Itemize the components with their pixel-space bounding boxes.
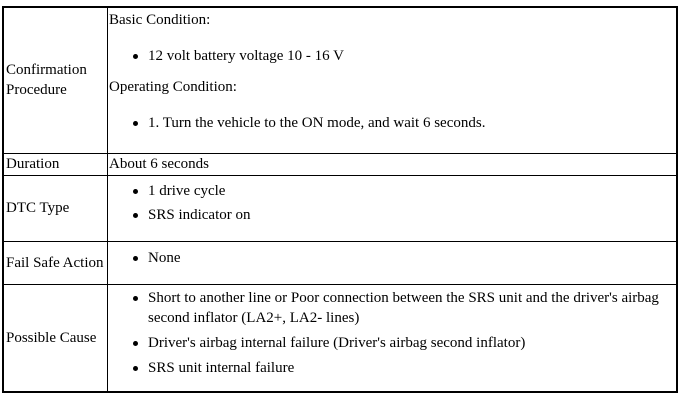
list-item: 1. Turn the vehicle to the ON mode, and wait 6 seconds.	[133, 113, 673, 133]
confirmation-procedure-content	[108, 7, 678, 153]
duration-label: Duration	[3, 153, 108, 175]
fail-safe-row	[3, 241, 677, 284]
dtc-type-label: DTC Type	[3, 175, 108, 241]
dtc-type-content	[108, 175, 678, 241]
basic-condition-title: Basic Condition:	[109, 12, 211, 28]
list-item: 1 drive cycle	[133, 181, 673, 201]
possible-cause-content	[108, 284, 678, 392]
possible-cause-row	[3, 284, 677, 392]
fail-safe-list	[109, 248, 673, 268]
list-item: SRS indicator on	[133, 205, 673, 225]
operating-condition-title: Operating Condition:	[109, 79, 237, 95]
dtc-type-list	[109, 181, 673, 225]
fail-safe-label: Fail Safe Action	[3, 241, 108, 284]
list-item: SRS unit internal failure	[133, 358, 673, 378]
fail-safe-content	[108, 241, 678, 284]
duration-value: About 6 seconds	[108, 153, 678, 175]
confirmation-procedure-row	[3, 7, 677, 153]
duration-row	[3, 153, 677, 175]
possible-cause-list	[109, 288, 673, 378]
dtc-spec-table	[2, 6, 678, 393]
list-item: None	[133, 248, 673, 268]
possible-cause-label: Possible Cause	[3, 284, 108, 392]
list-item: Short to another line or Poor connection between the SRS unit and the driver's airbag second inflator (LA2+, LA2- lines)	[133, 288, 673, 328]
operating-condition-list	[109, 113, 673, 133]
basic-condition-list	[109, 46, 673, 66]
list-item: 12 volt battery voltage 10 - 16 V	[133, 46, 673, 66]
confirmation-procedure-label: Confirmation Procedure	[3, 7, 108, 153]
dtc-type-row	[3, 175, 677, 241]
list-item: Driver's airbag internal failure (Driver's airbag second inflator)	[133, 333, 673, 353]
